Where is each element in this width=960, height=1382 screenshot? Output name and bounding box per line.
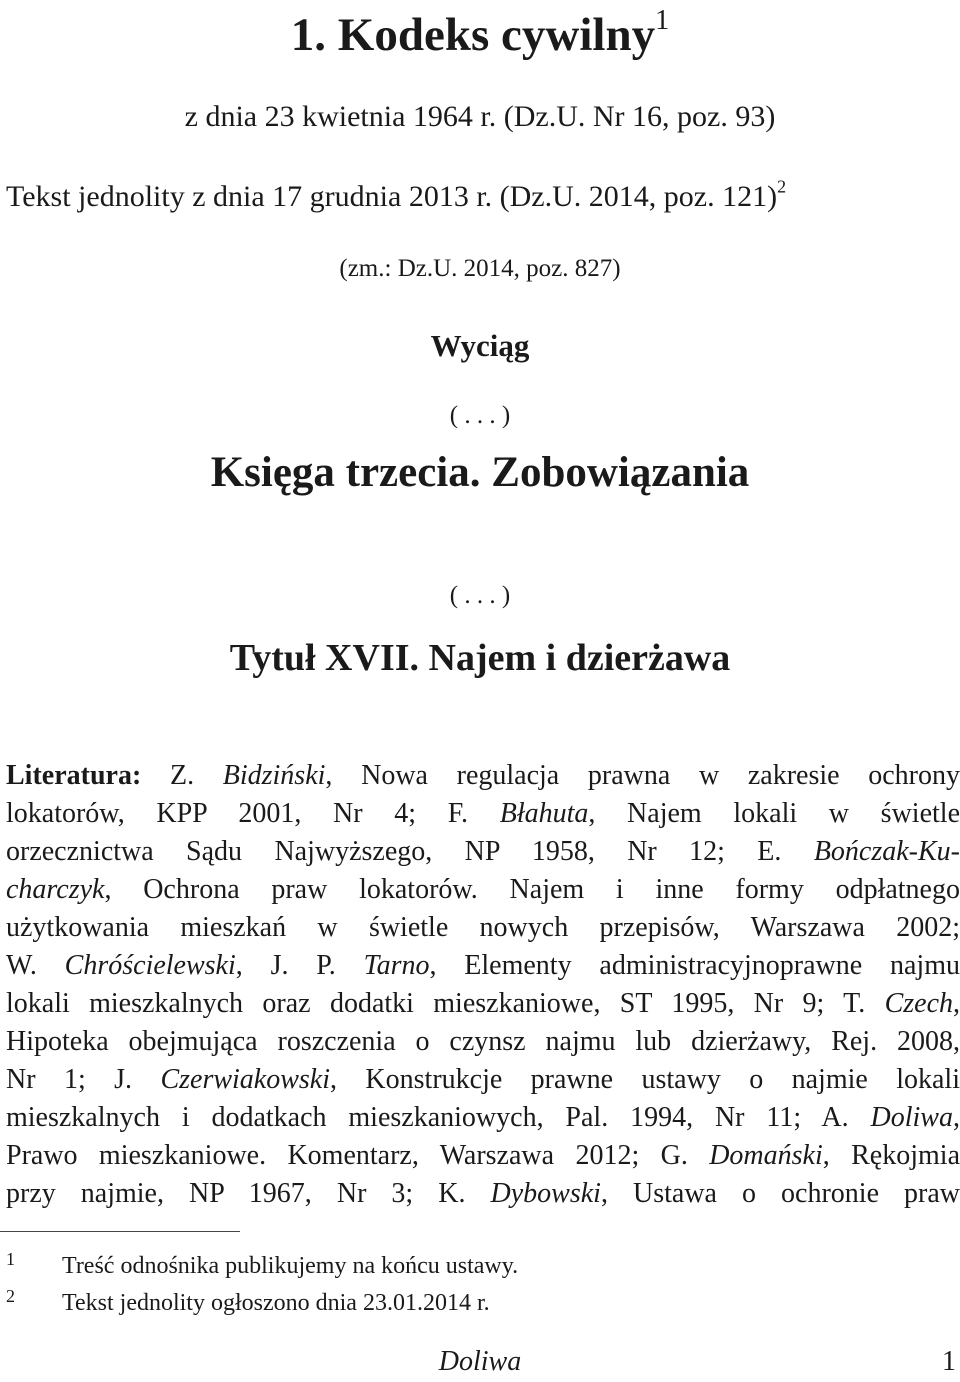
omission-marker: ( . . . )	[449, 402, 511, 429]
footnote-number: 1	[6, 1249, 15, 1269]
author-name: Tarno	[363, 950, 430, 981]
book-heading: Księga trzecia. Zobowiązania	[210, 449, 750, 496]
author-name: Czerwiakowski	[160, 1064, 331, 1095]
literature-line: Prawo mieszkaniowe. Komentarz, Warszawa 2012; G. Domański, Rękojmia	[6, 1140, 960, 1171]
omission-marker: ( . . . )	[449, 582, 511, 609]
footnote-ref-1[interactable]: 1	[655, 4, 670, 36]
literature-line: mieszkalnych i dodatkach mieszkaniowych, Pal. 1994, Nr 11; A. Doliwa,	[6, 1102, 960, 1133]
literature-line: W. Chróścielewski, J. P. Tarno, Elementy administracyjnoprawne najmu	[6, 950, 960, 981]
literature-line: użytkowania mieszkań w świetle nowych przepisów, Warszawa 2002;	[6, 912, 960, 943]
footnote-text: Treść odnośnika publikujemy na końcu ustawy.	[62, 1253, 519, 1279]
footnote	[6, 1286, 490, 1317]
author-name: Bończak-Ku-	[813, 836, 960, 867]
amendments-line: (zm.: Dz.U. 2014, poz. 827)	[339, 255, 621, 282]
footnote-number: 2	[6, 1286, 15, 1306]
excerpt-label: Wyciąg	[430, 328, 530, 363]
author-name: Chróścielewski	[64, 950, 236, 981]
literature-line: Hipoteka obejmująca roszczenia o czynsz najmu lub dzierżawy, Rej. 2008,	[6, 1026, 960, 1057]
literature-line: Nr 1; J. Czerwiakowski, Konstrukcje prawne ustawy o najmie lokali	[6, 1064, 960, 1095]
document-title	[0, 4, 960, 62]
author-name: Domański	[709, 1140, 823, 1171]
literature-line: orzecznictwa Sądu Najwyższego, NP 1958, Nr 12; E. Bończak-Ku-	[6, 836, 960, 867]
literature-line: lokali mieszkalnych oraz dodatki mieszkaniowe, ST 1995, Nr 9; T. Czech,	[6, 988, 960, 1019]
title-text: 1. Kodeks cywilny	[290, 9, 656, 61]
author-name: Dybowski	[490, 1178, 601, 1209]
literature-line: Literatura: Z. Bidziński, Nowa regulacja prawna w zakresie ochrony	[6, 760, 960, 791]
consolidated-text: Tekst jednolity z dnia 17 grudnia 2013 r. (Dz.U. 2014, poz. 121)	[6, 180, 778, 213]
footnote-separator	[0, 1231, 240, 1232]
title-heading: Tytuł XVII. Najem i dzierżawa	[229, 637, 731, 679]
enactment-date: z dnia 23 kwietnia 1964 r. (Dz.U. Nr 16, poz. 93)	[184, 100, 776, 133]
author-name: Błahuta	[499, 798, 589, 829]
author-name: charczyk	[6, 874, 105, 905]
literature-label: Literatura:	[6, 760, 142, 791]
author-name: Czech	[884, 988, 953, 1019]
literature-line: charczyk, Ochrona praw lokatorów. Najem i inne formy odpłatnego	[6, 874, 960, 905]
footnote-text: Tekst jednolity ogłoszono dnia 23.01.2014 r.	[62, 1290, 490, 1316]
author-name: Bidziński	[222, 760, 326, 791]
consolidated-text-line	[6, 176, 787, 214]
literature-line: lokatorów, KPP 2001, Nr 4; F. Błahuta, Najem lokali w świetle	[6, 798, 960, 829]
literature-line: przy najmie, NP 1967, Nr 3; K. Dybowski, Ustawa o ochronie praw	[6, 1178, 960, 1209]
footer-author: Doliwa	[438, 1346, 522, 1377]
footnote	[6, 1249, 518, 1280]
page-number: 1	[942, 1346, 956, 1377]
footnote-ref-2[interactable]: 2	[777, 176, 787, 197]
author-name: Doliwa	[870, 1102, 953, 1133]
